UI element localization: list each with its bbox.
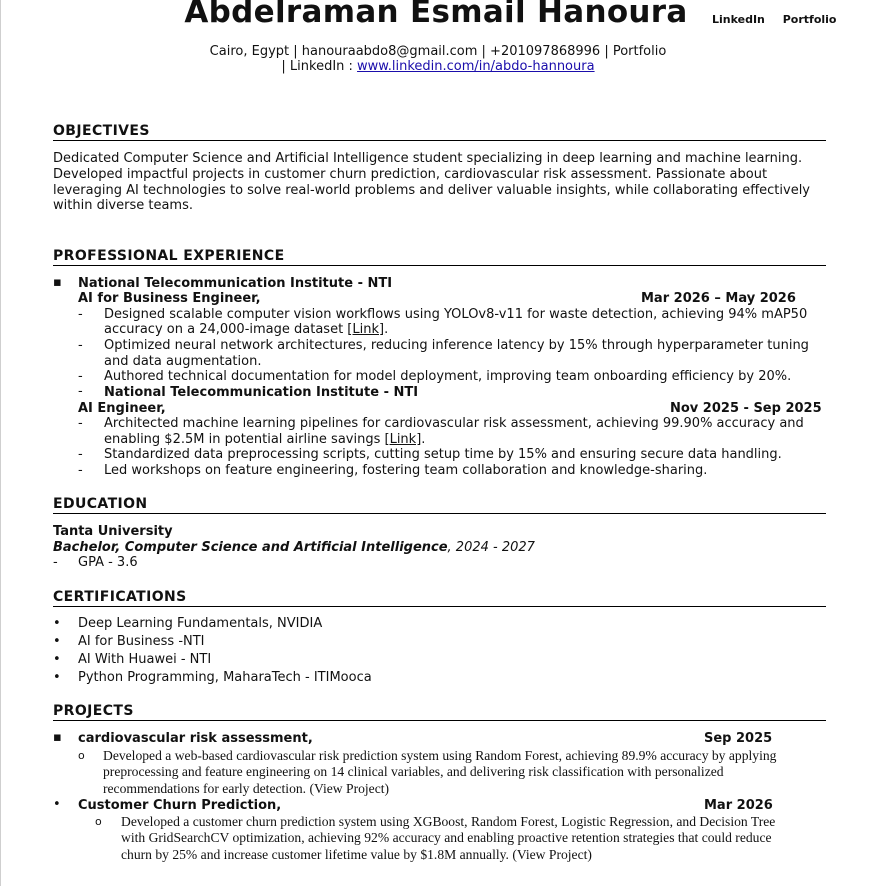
certification-item: AI for Business -NTI	[78, 634, 205, 649]
circle-bullet-icon: o	[95, 815, 102, 828]
experience-heading: PROFESSIONAL EXPERIENCE	[53, 248, 826, 266]
job-bullet-line: Standardized data preprocessing scripts, cutting setup time by 15% and ensuring secure data handling.	[104, 447, 782, 462]
square-bullet-icon: ▪	[53, 730, 62, 745]
job-org: National Telecommunication Institute - NTI	[104, 385, 419, 400]
project-description	[103, 748, 776, 797]
square-bullet-icon: ▪	[53, 275, 62, 290]
objectives-line: leveraging AI technologies to solve real-world problems and deliver valuable insights, while collaborating effectively	[53, 182, 810, 198]
objectives-heading: OBJECTIVES	[53, 123, 826, 141]
job-bullet-line: Authored technical documentation for model deployment, improving team onboarding efficiency by 20%.	[104, 369, 792, 384]
bullet-icon: •	[53, 652, 61, 667]
bullet-icon: •	[53, 670, 61, 685]
job-role: AI Engineer,	[78, 401, 166, 416]
bullet-icon: •	[53, 634, 61, 649]
circle-bullet-icon: o	[78, 749, 85, 762]
project-desc-line: with GridSearchCV optimization, achieving 92% accuracy and enabling proactive retention strategies that could reduce	[121, 830, 772, 846]
project-desc-line: Developed a customer churn prediction system using XGBoost, Random Forest, Logistic Regression, and Decision Tree	[121, 814, 776, 829]
page-edge	[0, 0, 1, 886]
linkedin-url-link[interactable]: www.linkedin.com/in/abdo-hannoura	[357, 59, 595, 74]
project-name: cardiovascular risk assessment,	[78, 731, 313, 746]
job-bullet-line	[104, 432, 425, 448]
contact-line: Cairo, Egypt | hanouraabdo8@gmail.com | +201097868996 | Portfolio	[209, 44, 667, 59]
dash-bullet-icon: -	[78, 447, 83, 462]
project-desc-line: preprocessing and feature engineering on 14 clinical variables, and delivering risk classification with personalized	[103, 764, 724, 780]
project-desc-line: recommendations for early detection. (View Project)	[103, 780, 390, 796]
project-date: Sep 2025	[704, 731, 773, 746]
project-link[interactable]: [Link]	[347, 322, 385, 337]
linkedin-label: | LinkedIn :	[281, 59, 358, 74]
job-bullet-line	[104, 322, 388, 338]
dash-bullet-icon: -	[78, 384, 83, 399]
job-bullet-text: accuracy on a 24,000-image dataset	[104, 322, 348, 337]
header-links	[712, 13, 850, 26]
job-bullet-punct: .	[421, 432, 426, 447]
job-dates: Mar 2026 – May 2026	[641, 291, 796, 306]
dash-bullet-icon: -	[78, 416, 83, 431]
certification-item: Deep Learning Fundamentals, NVIDIA	[78, 616, 323, 631]
project-date: Mar 2026	[704, 798, 773, 813]
school-name: Tanta University	[53, 524, 173, 539]
objectives-text	[53, 151, 818, 214]
job-bullet-line: Led workshops on feature engineering, fostering team collaboration and knowledge-sharing.	[104, 463, 708, 478]
project-name: Customer Churn Prediction,	[78, 798, 282, 813]
objectives-line: within diverse teams.	[53, 198, 193, 214]
job-org: National Telecommunication Institute - NTI	[78, 276, 393, 291]
job-bullet-text: enabling $2.5M in potential airline savings	[104, 432, 385, 447]
objectives-line: Developed impactful projects in customer churn prediction, cardiovascular risk assessment. Passionate about	[53, 166, 768, 182]
certification-item: AI With Huawei - NTI	[78, 652, 212, 667]
job-bullet-line: and data augmentation.	[104, 354, 262, 369]
project-desc-line: churn by 25% and increase customer lifetime value by $1.8M annually. (View Project)	[121, 846, 592, 862]
project-description	[121, 814, 775, 863]
linkedin-link[interactable]: LinkedIn	[712, 13, 765, 26]
candidate-name: Abdelraman Esmail Hanoura	[184, 0, 688, 30]
project-desc-line: Developed a web-based cardiovascular risk prediction system using Random Forest, achieving 89.9% accuracy by applying	[103, 748, 777, 763]
dash-bullet-icon: -	[78, 307, 83, 322]
project-link[interactable]: [Link]	[384, 432, 422, 447]
certifications-heading: CERTIFICATIONS	[53, 589, 826, 607]
contact-line-2	[0, 59, 872, 74]
objectives-line: Dedicated Computer Science and Artificial Intelligence student specializing in deep learning and machine learning.	[53, 151, 803, 166]
bullet-icon: •	[53, 797, 61, 812]
projects-heading: PROJECTS	[53, 703, 826, 721]
job-bullet-line: Designed scalable computer vision workflows using YOLOv8-v11 for waste detection, achieving 94% mAP50	[104, 307, 808, 322]
degree-years: , 2024 - 2027	[447, 540, 535, 555]
degree-line	[53, 540, 535, 556]
job-bullet-punct: .	[384, 322, 389, 337]
degree-name: Bachelor, Computer Science and Artificial Intelligence	[53, 540, 448, 555]
gpa: GPA - 3.6	[78, 555, 138, 570]
job-dates: Nov 2025 - Sep 2025	[670, 401, 822, 416]
dash-bullet-icon: -	[78, 463, 83, 478]
job-bullet-line: Optimized neural network architectures, reducing inference latency by 15% through hyperparameter tuning	[104, 338, 809, 353]
dash-bullet-icon: -	[78, 338, 83, 353]
dash-bullet-icon: -	[53, 555, 58, 570]
bullet-icon: •	[53, 616, 61, 631]
job-bullet-line: Architected machine learning pipelines for cardiovascular risk assessment, achieving 99.90% accuracy and	[104, 416, 804, 431]
certification-item: Python Programming, MaharaTech - ITIMooca	[78, 670, 372, 685]
dash-bullet-icon: -	[78, 369, 83, 384]
education-heading: EDUCATION	[53, 496, 826, 514]
job-role: AI for Business Engineer,	[78, 291, 261, 306]
portfolio-link[interactable]: Portfolio	[782, 13, 837, 26]
